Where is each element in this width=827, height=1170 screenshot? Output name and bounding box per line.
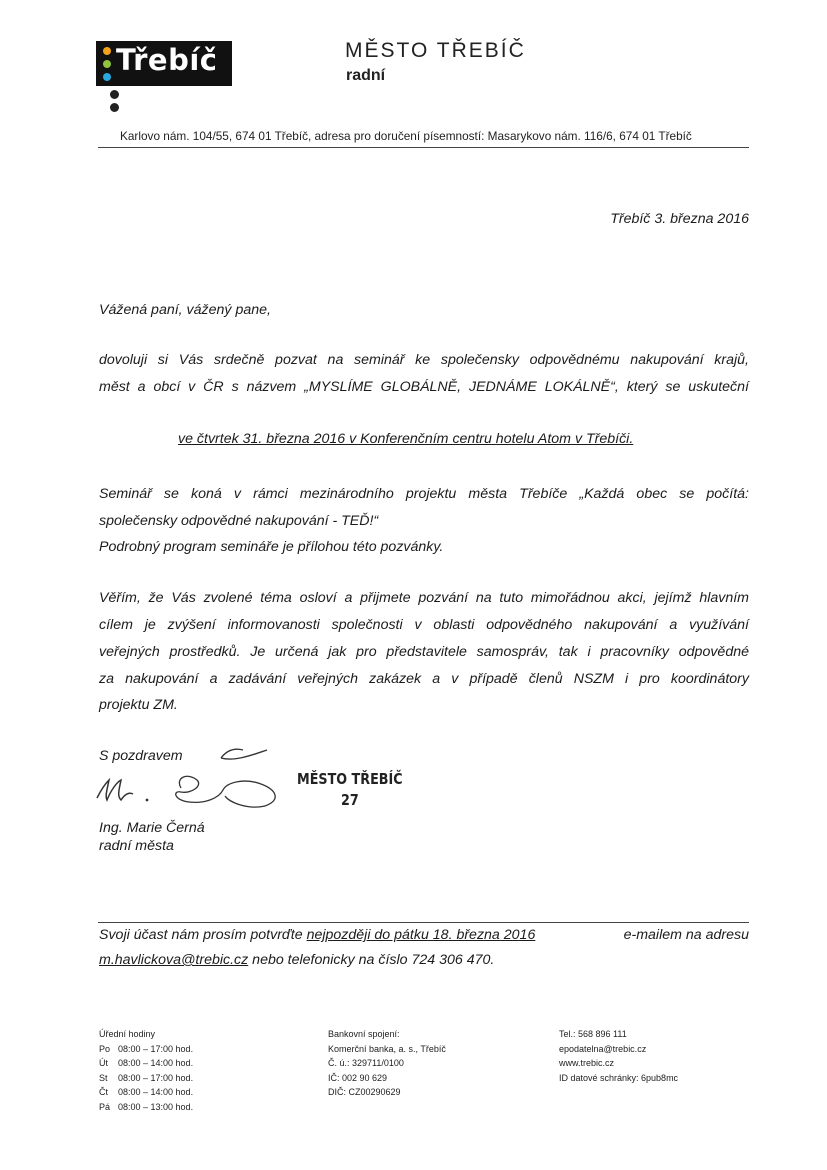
bank-info bbox=[328, 1027, 446, 1100]
hours-row bbox=[99, 1056, 193, 1071]
office-hours-title: Úřední hodiny bbox=[99, 1029, 156, 1039]
header-divider bbox=[98, 147, 749, 148]
hours-time: 08:00 – 17:00 hod. bbox=[118, 1043, 194, 1054]
paragraph-line: Seminář se koná v rámci mezinárodního projektu města Třebíče „Každá obec se počítá: bbox=[99, 486, 749, 502]
hours-time: 08:00 – 13:00 hod. bbox=[118, 1101, 194, 1112]
stamp-line: MĚSTO TŘEBÍČ bbox=[297, 770, 403, 788]
logo-dot-green bbox=[103, 60, 111, 68]
paragraph-line: společensky odpovědné nakupování - TEĎ!“ bbox=[99, 513, 379, 529]
rsvp-part: e-mailem na adresu bbox=[623, 927, 749, 943]
letter-date: Třebíč 3. března 2016 bbox=[610, 211, 749, 227]
office-hours bbox=[99, 1027, 193, 1114]
org-name: MĚSTO TŘEBÍČ bbox=[345, 39, 526, 62]
salutation: Vážená paní, vážený pane, bbox=[99, 302, 271, 318]
handwritten-signature bbox=[95, 740, 295, 810]
contact-phone: Tel.: 568 896 111 bbox=[559, 1029, 627, 1039]
org-role: radní bbox=[346, 67, 386, 84]
logo-dot-blue bbox=[103, 73, 111, 81]
logo-extension-dot bbox=[110, 90, 119, 99]
hours-day: Čt bbox=[99, 1087, 108, 1097]
paragraph-line: cílem je zvýšení informovanosti společnosti v oblasti odpovědného nakupování a využívání bbox=[99, 617, 749, 633]
event-details: ve čtvrtek 31. března 2016 v Konferenčním centru hotelu Atom v Třebíči. bbox=[178, 431, 634, 447]
hours-day: Út bbox=[99, 1058, 108, 1068]
bank-line: Komerční banka, a. s., Třebíč bbox=[328, 1043, 446, 1054]
rsvp-email-link[interactable]: m.havlickova@trebic.cz bbox=[99, 952, 249, 968]
hours-time: 08:00 – 14:00 hod. bbox=[118, 1058, 194, 1068]
rsvp-part: Svoji účast nám prosím potvrďte bbox=[99, 927, 307, 943]
contact-website[interactable]: www.trebic.cz bbox=[559, 1058, 615, 1068]
rsvp-deadline: nejpozději do pátku 18. března 2016 bbox=[306, 927, 536, 943]
bank-line: DIČ: CZ00290629 bbox=[328, 1087, 401, 1097]
city-logo bbox=[96, 41, 232, 86]
bank-line: IČ: 002 90 629 bbox=[328, 1072, 388, 1083]
closing: S pozdravem bbox=[99, 748, 183, 764]
rsvp-text bbox=[99, 927, 535, 943]
paragraph-line: za nakupování a zadávání veřejných zakázek a v případě členů NSZM i pro koordinátory bbox=[99, 671, 749, 687]
paragraph-line: měst a obcí v ČR s názvem „MYSLÍME GLOBÁLNĚ, JEDNÁME LOKÁLNĚ“, který se uskuteční bbox=[99, 379, 749, 395]
rsvp-line bbox=[99, 952, 494, 968]
address-line: Karlovo nám. 104/55, 674 01 Třebíč, adresa pro doručení písemností: Masarykovo nám. 116/6, 674 01 Třebíč bbox=[120, 129, 692, 143]
contact-databox: ID datové schránky: 6pub8mc bbox=[559, 1072, 679, 1083]
paragraph-line: projektu ZM. bbox=[99, 697, 178, 713]
rsvp-divider bbox=[98, 922, 749, 923]
logo-dot-orange bbox=[103, 47, 111, 55]
signer-name: Ing. Marie Černá bbox=[99, 820, 205, 836]
bank-line: Č. ú.: 329711/0100 bbox=[328, 1058, 404, 1068]
hours-row bbox=[99, 1042, 193, 1057]
hours-row bbox=[99, 1100, 193, 1115]
contact-email[interactable]: epodatelna@trebic.cz bbox=[559, 1043, 647, 1054]
hours-row bbox=[99, 1071, 193, 1086]
stamp-number: 27 bbox=[341, 791, 359, 809]
paragraph-line: Věřím, že Vás zvolené téma osloví a přijmete pozvání na tuto mimořádnou akci, jejímž hlavním bbox=[99, 590, 749, 606]
hours-time: 08:00 – 17:00 hod. bbox=[118, 1072, 194, 1083]
rsvp-line bbox=[99, 927, 749, 943]
hours-day: St bbox=[99, 1072, 108, 1083]
signer-title: radní města bbox=[99, 838, 174, 854]
paragraph-line: Podrobný program semináře je přílohou této pozvánky. bbox=[99, 539, 444, 555]
logo-text: Třebíč bbox=[116, 43, 218, 77]
bank-line: Bankovní spojení: bbox=[328, 1029, 400, 1039]
paragraph-line: veřejných prostředků. Je určená jak pro představitele samospráv, tak i pracovníky odpovědné bbox=[99, 644, 749, 660]
rsvp-part: nebo telefonicky na číslo 724 306 470. bbox=[248, 952, 495, 968]
paragraph-line: dovoluji si Vás srdečně pozvat na seminář ke společensky odpovědnému nakupování krajů, bbox=[99, 352, 749, 368]
hours-time: 08:00 – 14:00 hod. bbox=[118, 1087, 194, 1097]
contact-info bbox=[559, 1027, 678, 1085]
hours-day: Po bbox=[99, 1043, 111, 1054]
hours-day: Pá bbox=[99, 1101, 111, 1112]
logo-extension-dot bbox=[110, 103, 119, 112]
hours-row bbox=[99, 1085, 193, 1100]
